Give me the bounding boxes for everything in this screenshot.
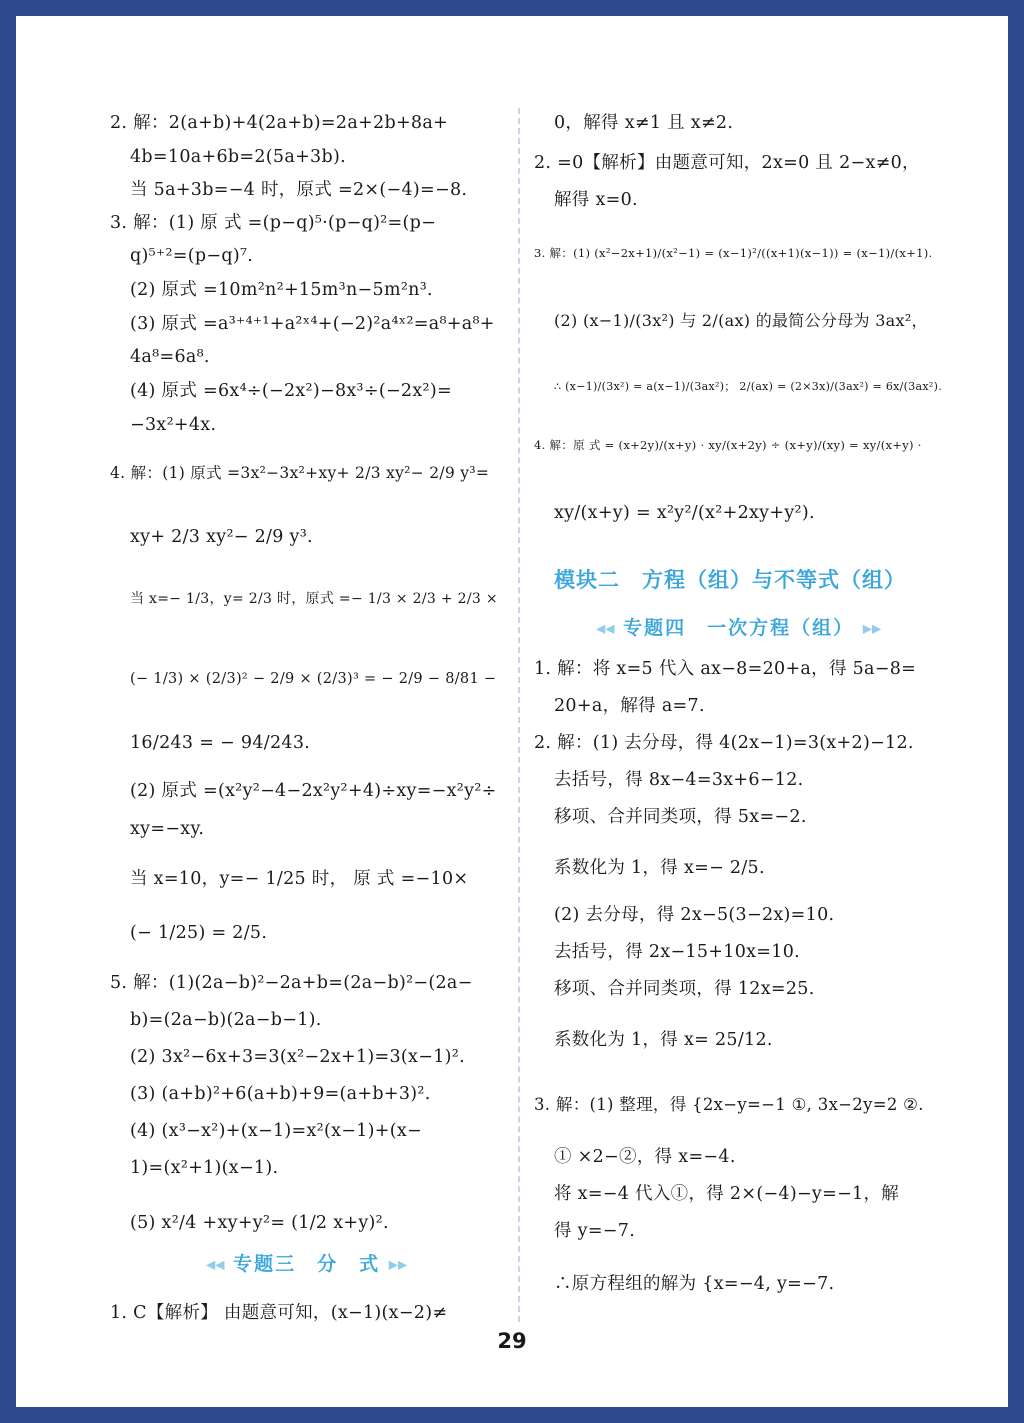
- text-line: 得 y=−7.: [554, 1221, 636, 1241]
- text-line: ∴ (x−1)/(3x²) = a(x−1)/(3ax²)； 2/(ax) = (2×3x)/(3ax²) = 6x/(3ax²).: [554, 380, 943, 393]
- text-line: ① ×2−②，得 x=−4.: [554, 1147, 736, 1167]
- text-line: 4. 解：(1) 原式 =3x²−3x²+xy+ 2/3 xy²− 2/9 y³=: [110, 464, 490, 482]
- text-line: 移项、合并同类项，得 5x=−2.: [554, 807, 807, 827]
- text-line: (− 1/3) × (2/3)² − 2/9 × (2/3)³ = − 2/9 − 8/81 −: [130, 671, 497, 687]
- text-line: (2) (x−1)/(3x²) 与 2/(ax) 的最简公分母为 3ax²，: [554, 311, 928, 330]
- left-arrow-icon: ◀◀: [206, 1257, 225, 1272]
- module-heading: 模块二 方程（组）与不等式（组）: [554, 568, 906, 592]
- text-line: ∴原方程组的解为 {x=−4, y=−7.: [554, 1274, 835, 1294]
- text-line: 20+a，解得 a=7.: [554, 696, 705, 716]
- text-line: 2. 解：(1) 去分母，得 4(2x−1)=3(x+2)−12.: [534, 733, 914, 753]
- text-line: 1. C【解析】 由题意可知，(x−1)(x−2)≠: [110, 1303, 448, 1323]
- text-line: (2) 原式 =(x²y²−4−2x²y²+4)÷xy=−x²y²÷: [130, 781, 497, 801]
- right-arrow-icon: ▶▶: [388, 1257, 408, 1272]
- text-line: 去括号，得 2x−15+10x=10.: [554, 942, 800, 962]
- right-arrow-icon: ▶▶: [862, 621, 882, 636]
- text-line: (3) (a+b)²+6(a+b)+9=(a+b+3)².: [130, 1084, 431, 1104]
- text-line: 16/243 = − 94/243.: [130, 733, 311, 753]
- text-line: b)=(2a−b)(2a−b−1).: [130, 1010, 322, 1030]
- text-line: 4a⁸=6a⁸.: [130, 347, 210, 367]
- topic-heading-3: ◀◀ 专题三 分 式 ▶▶: [206, 1253, 408, 1275]
- topic-heading-4: ◀◀ 专题四 一次方程（组） ▶▶: [596, 617, 882, 639]
- text-line: (2) 3x²−6x+3=3(x²−2x+1)=3(x−1)².: [130, 1047, 465, 1067]
- text-line: xy=−xy.: [130, 819, 205, 839]
- text-line: 解得 x=0.: [554, 190, 638, 210]
- text-line: 2. =0【解析】由题意可知，2x=0 且 2−x≠0，: [534, 153, 920, 173]
- text-line: (2) 去分母，得 2x−5(3−2x)=10.: [554, 905, 835, 925]
- text-line: 当 5a+3b=−4 时，原式 =2×(−4)=−8.: [130, 180, 468, 200]
- page-number: 29: [497, 1329, 527, 1353]
- text-line: (3) 原式 =a³⁺⁴⁺¹+a²ˣ⁴+(−2)²a⁴ˣ²=a⁸+a⁸+: [130, 314, 495, 334]
- text-line: 3. 解：(1) (x²−2x+1)/(x²−1) = (x−1)²/((x+1)(x−1)) = (x−1)/(x+1).: [534, 246, 933, 260]
- text-line: −3x²+4x.: [130, 415, 217, 435]
- text-line: 1)=(x²+1)(x−1).: [130, 1158, 279, 1178]
- text-line: 去括号，得 8x−4=3x+6−12.: [554, 770, 804, 790]
- column-divider: [518, 108, 520, 1322]
- document-page: [16, 16, 1008, 1407]
- text-line: (− 1/25) = 2/5.: [130, 923, 268, 943]
- text-line: q)⁵⁺²=(p−q)⁷.: [130, 246, 254, 266]
- text-line: 5. 解：(1)(2a−b)²−2a+b=(2a−b)²−(2a−: [110, 973, 473, 993]
- text-line: 0，解得 x≠1 且 x≠2.: [554, 113, 734, 133]
- text-line: 系数化为 1，得 x=− 2/5.: [554, 858, 765, 878]
- left-arrow-icon: ◀◀: [596, 621, 615, 636]
- text-line: 3. 解：(1) 整理，得 {2x−y=−1 ①, 3x−2y=2 ②.: [534, 1095, 924, 1114]
- text-line: 当 x=− 1/3，y= 2/3 时，原式 =− 1/3 × 2/3 + 2/3 ×: [130, 591, 498, 607]
- text-line: 将 x=−4 代入①，得 2×(−4)−y=−1，解: [554, 1184, 900, 1204]
- text-line: (2) 原式 =10m²n²+15m³n−5m²n³.: [130, 280, 433, 300]
- text-line: 移项、合并同类项，得 12x=25.: [554, 979, 815, 999]
- text-line: 4b=10a+6b=2(5a+3b).: [130, 147, 346, 167]
- text-line: 当 x=10，y=− 1/25 时， 原 式 =−10×: [130, 869, 469, 889]
- text-line: 系数化为 1，得 x= 25/12.: [554, 1030, 773, 1050]
- text-line: 1. 解：将 x=5 代入 ax−8=20+a，得 5a−8=: [534, 659, 917, 679]
- text-line: 3. 解：(1) 原 式 =(p−q)⁵·(p−q)²=(p−: [110, 213, 437, 233]
- text-line: xy/(x+y) = x²y²/(x²+2xy+y²).: [554, 503, 815, 523]
- text-line: (5) x²/4 +xy+y²= (1/2 x+y)².: [130, 1213, 389, 1233]
- text-line: 4. 解：原 式 = (x+2y)/(x+y) · xy/(x+2y) ÷ (x+y)/(xy) = xy/(x+y) ·: [534, 438, 922, 452]
- text-line: 2. 解：2(a+b)+4(2a+b)=2a+2b+8a+: [110, 113, 449, 133]
- text-line: (4) 原式 =6x⁴÷(−2x²)−8x³÷(−2x²)=: [130, 381, 452, 401]
- text-line: (4) (x³−x²)+(x−1)=x²(x−1)+(x−: [130, 1121, 423, 1141]
- text-line: xy+ 2/3 xy²− 2/9 y³.: [130, 527, 313, 547]
